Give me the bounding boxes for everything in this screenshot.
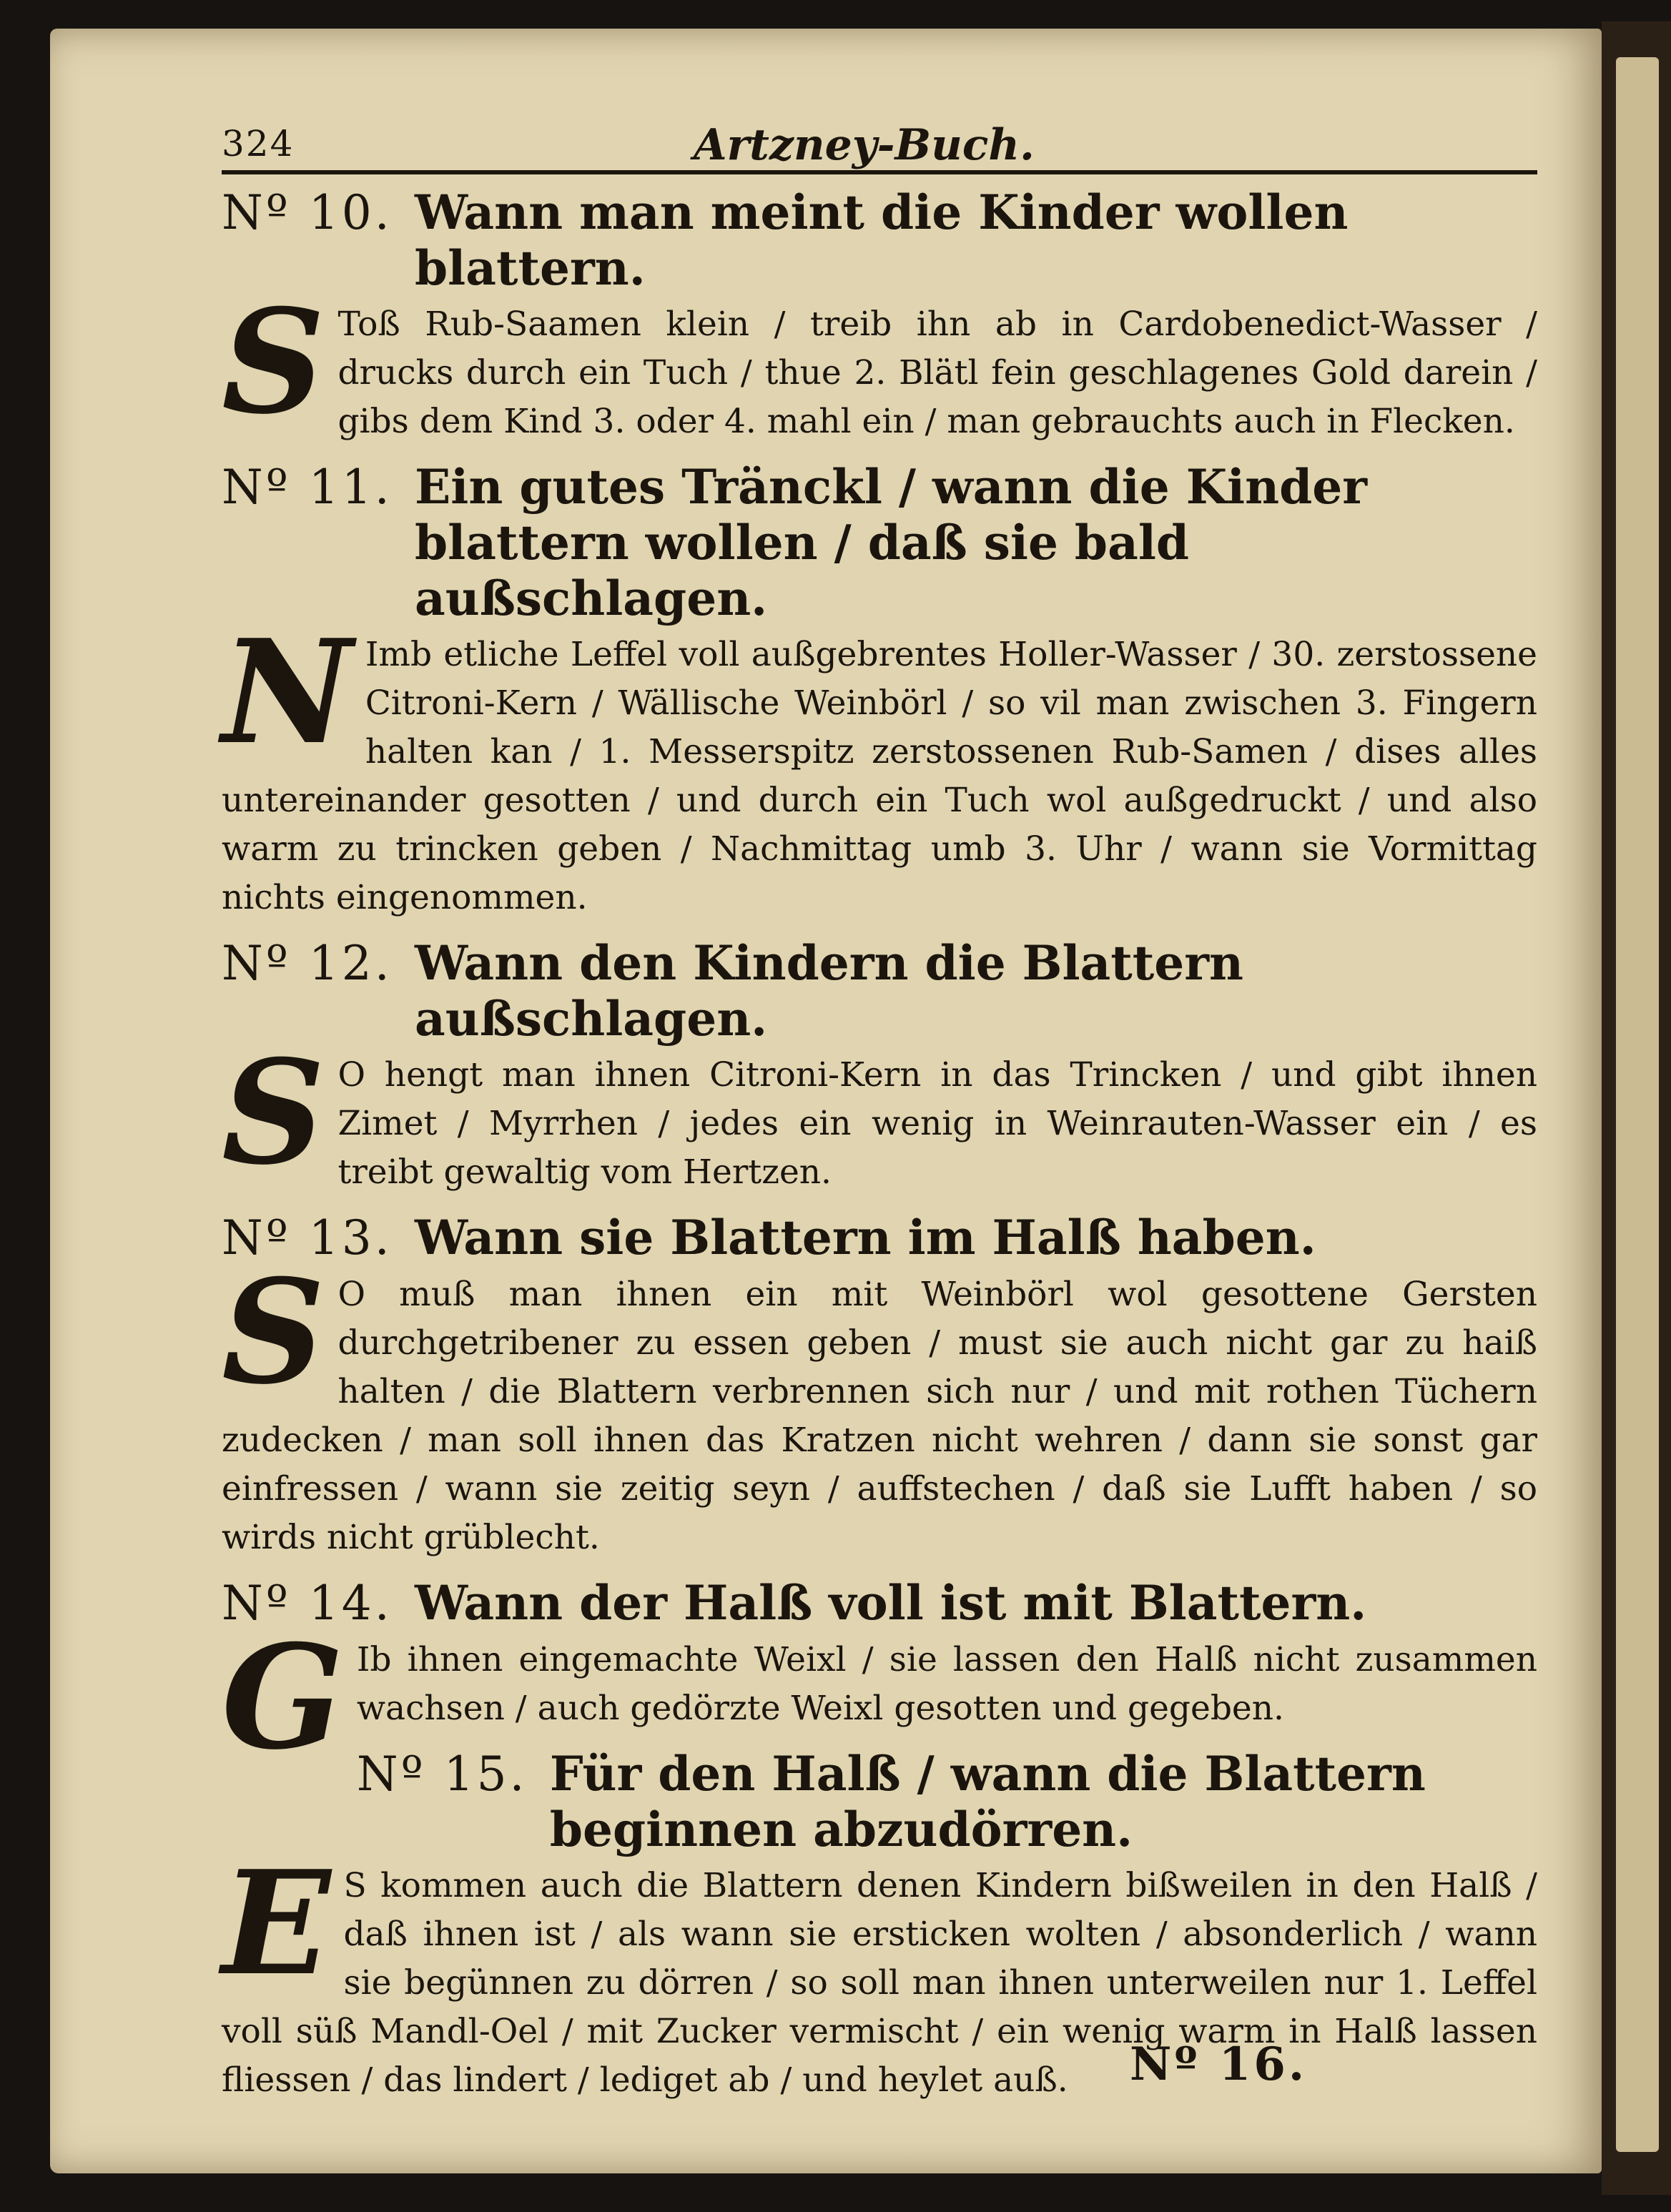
page-number: 324 — [222, 123, 295, 164]
section-text: Imb etliche Leffel voll außgebrentes Holler-Wasser / 30. zerstossene Citroni-Kern / Wällische Weinbörl / so vil man zwischen 3. Fingern halten kan / 1. Messerspitz zerstossenen Rub-Samen / dises alles untereinander gesotten / und durch ein Tuch wol außgedruckt / und also warm zu trincken geben / Nachmittag umb 3. Uhr / wann sie Vormittag nichts eingenommen. — [222, 635, 1537, 917]
page-content — [222, 114, 1537, 2105]
next-page-edge — [1616, 57, 1659, 2152]
section-15 — [222, 1746, 1537, 2105]
header-rule — [222, 170, 1537, 174]
drop-initial: E — [222, 1840, 331, 2008]
section-body — [222, 608, 1537, 922]
section-title: Ein gutes Tränckl / wann die Kinder blattern wollen / daß sie bald außschlagen. — [415, 459, 1368, 626]
drop-initial: S — [222, 1029, 325, 1197]
section-text: Ib ihnen eingemachte Weixl / sie lassen den Halß nicht zusammen wachsen / auch gedörzte Weixl gesotten und gegeben. — [356, 1640, 1537, 1728]
section-heading — [222, 184, 1537, 296]
catchword: Nº 16. — [1130, 2038, 1308, 2091]
section-heading — [222, 1210, 1537, 1266]
section-text: S kommen auch die Blattern denen Kindern bißweilen in den Halß / daß ihnen ist / als wann sie ersticken wolten / absonderlich / wann sie begünnen zu dörren / so soll man ihnen unterweilen nur 1. Leffel voll süß Mandl-Oel / mit Zucker vermischt / ein wenig warm in Halß lassen fliessen / das lindert / lediget ab / und heylet auß. — [222, 1866, 1537, 2100]
section-body — [222, 1840, 1537, 2105]
section-10 — [222, 184, 1537, 446]
section-text: Toß Rub-Saamen klein / treib ihn ab in Cardobenedict-Wasser / drucks durch ein Tuch / thue 2. Blätl fein geschlagenes Gold darein / gibs dem Kind 3. oder 4. mahl ein / man gebrauchts auch in Flecken. — [337, 305, 1537, 441]
section-heading — [357, 1746, 1537, 1857]
running-title: Artzney-Buch. — [694, 120, 1035, 170]
section-title: Wann den Kindern die Blattern außschlagen. — [415, 935, 1244, 1047]
page-header — [222, 114, 1537, 172]
section-number: Nº 13. — [222, 1210, 393, 1265]
section-text: O hengt man ihnen Citroni-Kern in das Trincken / und gibt ihnen Zimet / Myrrhen / jedes ein wenig in Weinrauten-Wasser ein / es treibt gewaltig vom Hertzen. — [337, 1055, 1537, 1192]
section-body — [222, 1029, 1537, 1197]
section-number: Nº 12. — [222, 936, 393, 991]
book-gutter — [1602, 21, 1671, 2195]
section-number: Nº 11. — [222, 460, 393, 515]
section-title: Wann sie Blattern im Halß haben. — [415, 1210, 1316, 1265]
section-12 — [222, 935, 1537, 1197]
drop-initial: S — [222, 1248, 325, 1416]
section-number: Nº 10. — [222, 185, 393, 240]
section-text: O muß man ihnen ein mit Weinbörl wol gesottene Gersten durchgetribener zu essen geben / must sie auch nicht gar zu haiß halten / die Blattern verbrennen sich nur / und mit rothen Tüchern zudecken / man soll ihnen das Kratzen nicht wehren / dann sie sonst gar einfressen / wann sie zeitig seyn / auffstechen / daß sie Lufft haben / so wirds nicht grüblecht. — [222, 1275, 1537, 1557]
section-11 — [222, 459, 1537, 922]
section-number: Nº 15. — [356, 1747, 528, 1802]
section-title: Für den Halß / wann die Blattern beginnen abzudörren. — [549, 1746, 1426, 1857]
section-heading — [222, 935, 1537, 1047]
section-number: Nº 14. — [222, 1576, 393, 1631]
section-body — [222, 278, 1537, 446]
drop-initial: N — [222, 608, 353, 776]
section-heading — [222, 1575, 1537, 1631]
section-title: Wann man meint die Kinder wollen blattern. — [415, 184, 1349, 296]
section-title: Wann der Halß voll ist mit Blattern. — [415, 1575, 1367, 1631]
drop-initial: S — [222, 278, 325, 446]
section-heading — [222, 459, 1537, 626]
section-13 — [222, 1210, 1537, 1562]
section-body — [222, 1248, 1537, 1562]
drop-initial: G — [222, 1614, 344, 1782]
